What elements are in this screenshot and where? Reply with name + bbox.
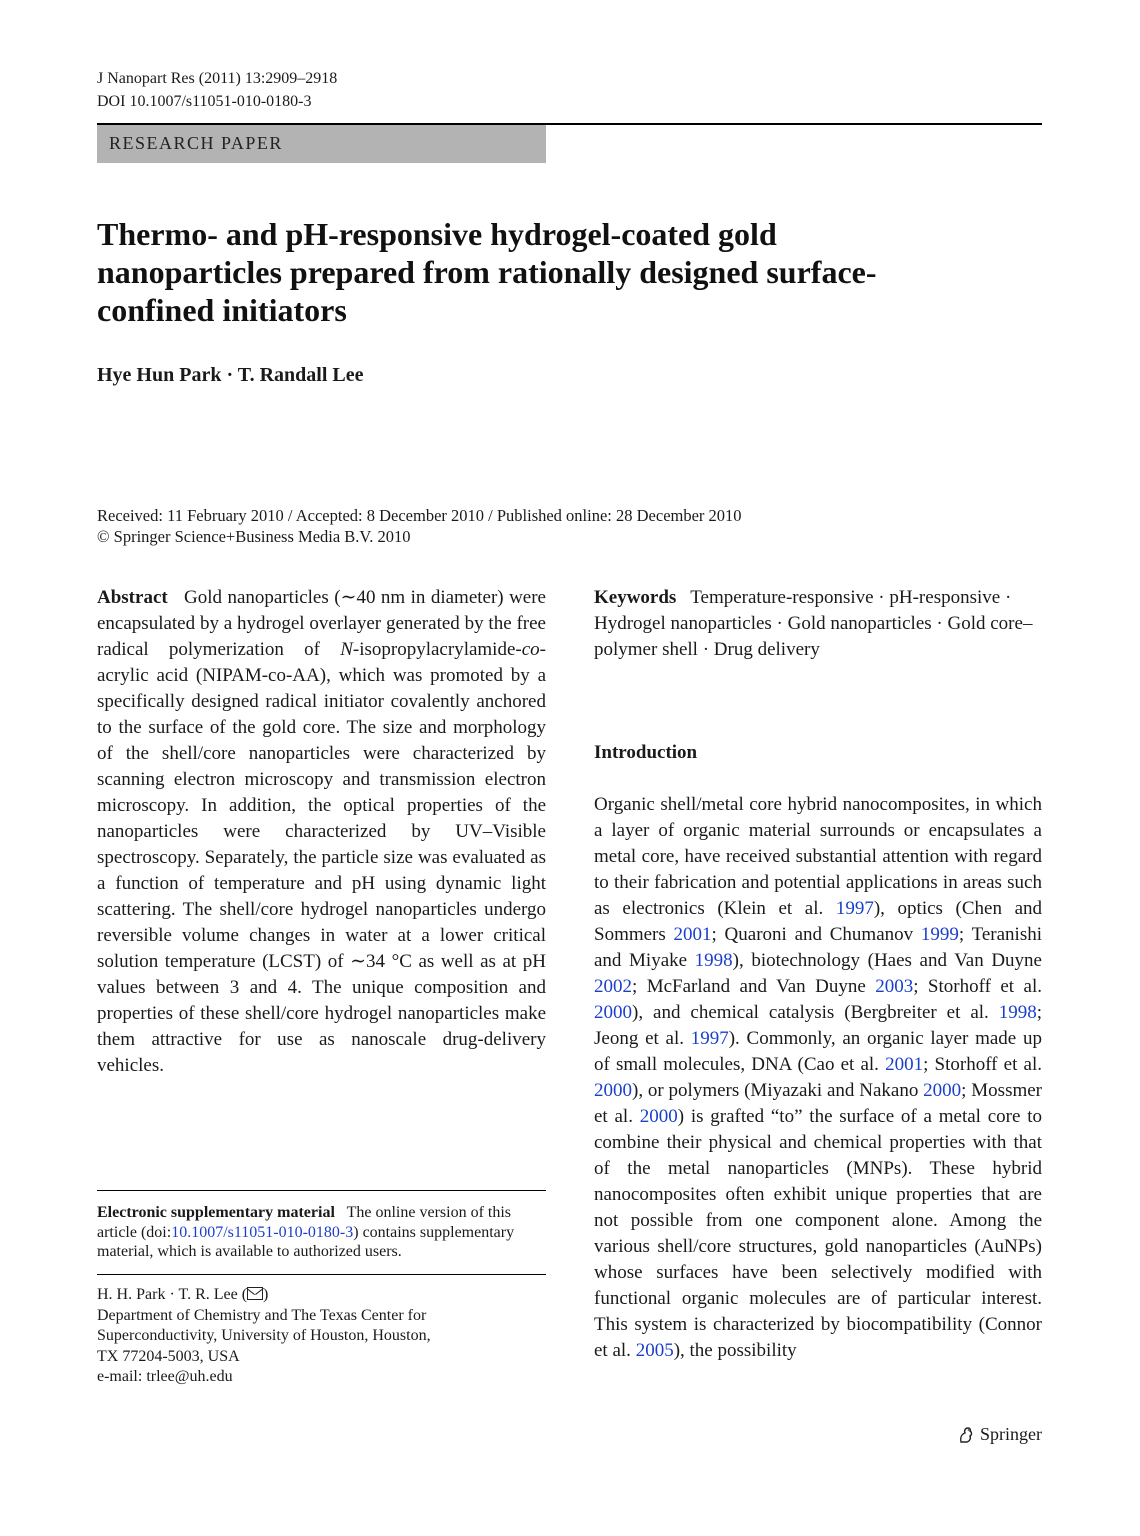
introduction-segment: ; Jeong et al. (594, 1002, 1042, 1049)
doi-line: DOI 10.1007/s11051-010-0180-3 (97, 93, 312, 110)
affiliation-line-3: TX 77204-5003, USA (97, 1347, 240, 1365)
springer-horse-icon (956, 1425, 976, 1445)
citation-link[interactable]: 2000 (639, 1106, 678, 1127)
affiliation-rule (97, 1274, 546, 1275)
introduction-segment: ), or polymers (Miyazaki and Nakano (632, 1080, 924, 1101)
publication-dates (97, 505, 742, 547)
introduction-text (594, 792, 1042, 1364)
affiliation-email[interactable]: e-mail: trlee@uh.edu (97, 1368, 233, 1385)
section-label: RESEARCH PAPER (109, 133, 283, 153)
copyright-line: © Springer Science+Business Media B.V. 2010 (97, 527, 411, 546)
introduction-segment: ; Mossmer et al. (594, 1080, 1042, 1127)
keywords (594, 585, 1042, 663)
section-label-band (97, 125, 546, 163)
introduction-segment: ). Commonly, an organic layer made up of small molecules, DNA (Cao et al. (594, 1028, 1042, 1075)
abstract-text-2: -isopropylacrylamide- (352, 639, 522, 660)
citation-link[interactable]: 1997 (690, 1028, 729, 1049)
keywords-text: Temperature-responsive · pH-responsive · Hydrogel nanoparticles · Gold nanoparticles · Gold core–polymer shell · Drug delivery (594, 587, 1033, 660)
citation-link[interactable]: 1998 (998, 1002, 1037, 1023)
introduction-segment: ), biotechnology (Haes and Van Duyne (732, 950, 1042, 971)
citation-link[interactable]: 2002 (594, 976, 632, 997)
supplementary-note (97, 1203, 546, 1262)
journal-citation: J Nanopart Res (2011) 13:2909–2918 (97, 70, 338, 87)
footnote-rule (97, 1190, 546, 1191)
citation-link[interactable]: 2005 (635, 1340, 674, 1361)
citation-link[interactable]: 1997 (835, 898, 874, 919)
citation-link[interactable]: 2000 (594, 1080, 632, 1101)
abstract (97, 585, 546, 1079)
introduction-segment: ), the possibility (673, 1340, 797, 1361)
introduction-segment: ; McFarland and Van Duyne (632, 976, 876, 997)
abstract-italic-n: N (340, 639, 353, 660)
citation-link[interactable]: 1998 (694, 950, 733, 971)
citation-link[interactable]: 2000 (923, 1080, 962, 1101)
paper-title: Thermo- and pH-responsive hydrogel-coated gold nanoparticles prepared from rationally designed surface-confined initiators (97, 216, 877, 328)
abstract-label: Abstract (97, 587, 168, 608)
citation-link[interactable]: 2003 (875, 976, 914, 997)
abstract-text-1: Gold nanoparticles (∼40 nm in diameter) were encapsulated by a hydrogel overlayer generated by the free radical polymerization of (97, 587, 546, 660)
envelope-icon (247, 1287, 263, 1300)
affiliation-names: H. H. Park · T. R. Lee ( ) (97, 1286, 269, 1303)
publisher-name: Springer (980, 1424, 1042, 1444)
running-header (97, 67, 337, 113)
citation-link[interactable]: 2001 (885, 1054, 924, 1075)
introduction-segment: ; Quaroni and Chumanov (711, 924, 921, 945)
citation-link[interactable]: 1999 (920, 924, 959, 945)
author-list: Hye Hun Park · T. Randall Lee (97, 364, 364, 386)
keywords-label: Keywords (594, 587, 677, 608)
affiliation-line-1: Department of Chemistry and The Texas Center for (97, 1306, 427, 1324)
abstract-text-3: -acrylic acid (NIPAM-co-AA), which was promoted by a specifically designed radical initiator covalently anchored to the surface of the gold core. The size and morphology of the shell/core nanoparticles were characterized by scanning electron microscopy and transmission electron microscopy. In addition, the optical properties of the nanoparticles were characterized by UV–Visible spectroscopy. Separately, the particle size was evaluated as a function of temperature and pH using dynamic light scattering. The shell/core hydrogel nanoparticles undergo reversible volume changes in water at a lower critical solution temperature (LCST) of ∼34 °C as well as at pH values between 3 and 4. The unique composition and properties of these shell/core hydrogel nanoparticles make them attractive for use as nanoscale drug-delivery vehicles. (97, 639, 546, 1076)
introduction-segment: ), and chemical catalysis (Bergbreiter et al. (632, 1002, 999, 1023)
introduction-segment: ), optics (Chen and Sommers (594, 898, 1042, 945)
received-accepted-dates: Received: 11 February 2010 / Accepted: 8 December 2010 / Published online: 28 December 2010 (97, 506, 742, 525)
affiliation (97, 1285, 546, 1388)
introduction-segment: Organic shell/metal core hybrid nanocomposites, in which a layer of organic material surrounds or encapsulates a metal core, have received substantial attention with regard to their fabrication and potential applications in areas such as electronics (Klein et al. (594, 794, 1042, 919)
introduction-segment: ) is grafted “to” the surface of a metal core to combine their physical and chemical properties with that of the metal nanoparticles (MNPs). These hybrid nanocomposites often exhibit unique properties that are not possible from one component alone. Among the various shell/core structures, gold nanoparticles (AuNPs) whose surfaces have been selectively modified with functional organic molecules are of particular interest. This system is characterized by biocompatibility (Connor et al. (594, 1106, 1042, 1361)
esm-text-post: ) contains supplementary material, which is available to authorized users. (97, 1223, 515, 1260)
abstract-italic-co: co (521, 639, 540, 660)
introduction-segment: ; Teranishi and Miyake (594, 924, 1042, 971)
esm-label: Electronic supplementary material (97, 1204, 335, 1221)
esm-text-pre: The online version of this article (doi: (97, 1204, 512, 1241)
introduction-heading: Introduction (594, 742, 698, 763)
citation-link[interactable]: 2000 (594, 1002, 632, 1023)
citation-link[interactable]: 2001 (673, 924, 712, 945)
introduction-segment: ; Storhoff et al. (913, 976, 1042, 997)
publisher-logo (956, 1424, 1042, 1445)
affiliation-line-2: Superconductivity, University of Houston, Houston, (97, 1327, 431, 1344)
introduction-segment: ; Storhoff et al. (923, 1054, 1042, 1075)
esm-doi-link[interactable]: 10.1007/s11051-010-0180-3 (171, 1223, 354, 1241)
